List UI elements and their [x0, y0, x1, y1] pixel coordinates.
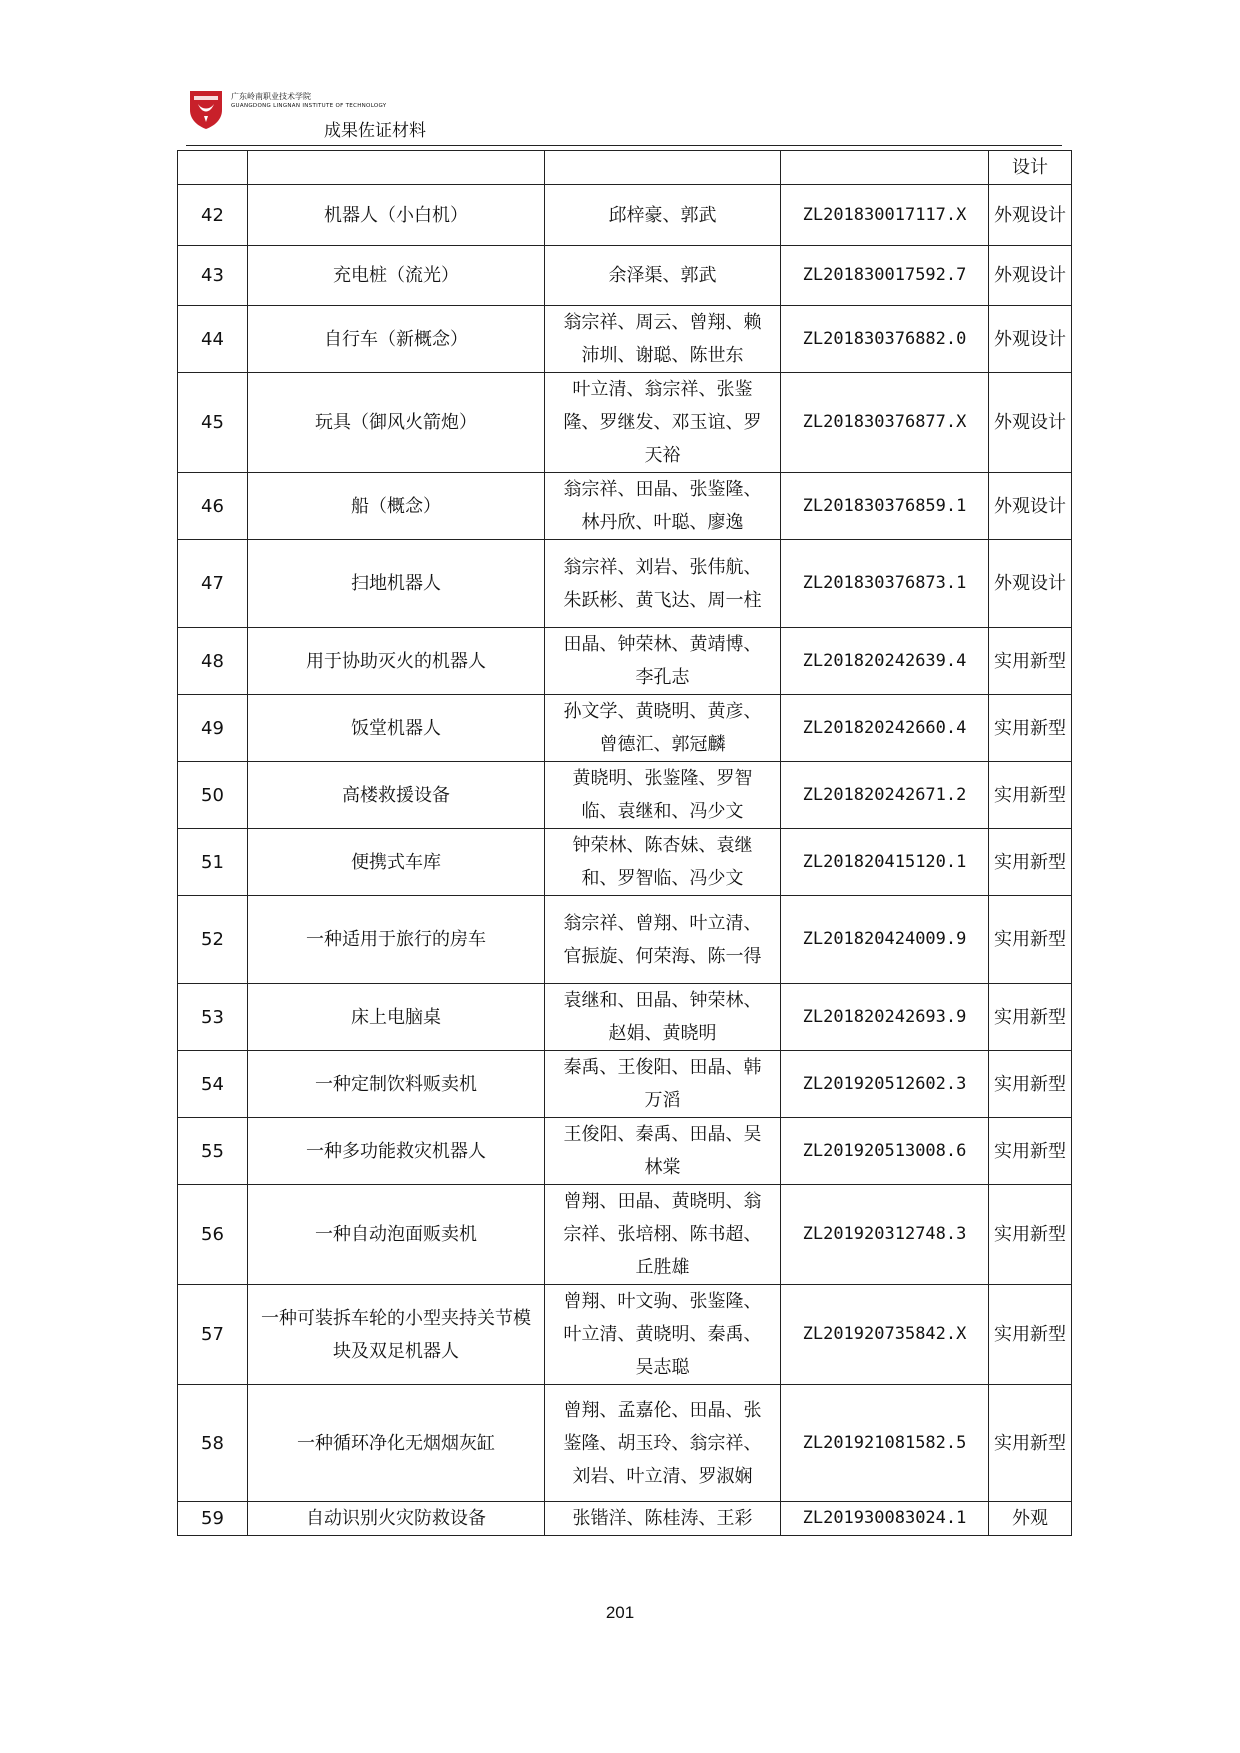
cell-inventors: 翁宗祥、曾翔、叶立清、官振旋、何荣海、陈一得: [545, 896, 781, 984]
cell-patent-number: ZL201830017117.X: [781, 185, 989, 246]
cell-patent-name: 船（概念）: [248, 473, 545, 540]
cell-patent-number: ZL201930083024.1: [781, 1502, 989, 1536]
cell-inventors: 翁宗祥、刘岩、张伟航、朱跃彬、黄飞达、周一柱: [545, 540, 781, 628]
cell-inventors: 黄晓明、张鉴隆、罗智临、袁继和、冯少文: [545, 762, 781, 829]
cell-patent-type: 外观设计: [989, 306, 1072, 373]
cell-inventors: 钟荣林、陈杏妹、袁继和、罗智临、冯少文: [545, 829, 781, 896]
cell-inventors: 余泽渠、郭武: [545, 246, 781, 306]
cell-number: 58: [178, 1385, 248, 1502]
cell-number: 49: [178, 695, 248, 762]
school-logo-icon: [186, 88, 226, 130]
cell-patent-name: 机器人（小白机）: [248, 185, 545, 246]
cell-number: 43: [178, 246, 248, 306]
cell-inventors: 曾翔、孟嘉伦、田晶、张鉴隆、胡玉玲、翁宗祥、刘岩、叶立清、罗淑娴: [545, 1385, 781, 1502]
cell-number: 45: [178, 373, 248, 473]
cell-inventors: 邱梓豪、郭武: [545, 185, 781, 246]
cell-patent-number: ZL201920513008.6: [781, 1118, 989, 1185]
cell-patent-type: 实用新型: [989, 1285, 1072, 1385]
cell-patent-type: 外观设计: [989, 373, 1072, 473]
cell-patent-name: 玩具（御风火箭炮）: [248, 373, 545, 473]
table-row: [178, 695, 1072, 762]
table-row: [178, 1502, 1072, 1536]
cell-number: 56: [178, 1185, 248, 1285]
cell-patent-type: 实用新型: [989, 984, 1072, 1051]
table-row: [178, 185, 1072, 246]
cell-patent-type: 实用新型: [989, 628, 1072, 695]
cell-patent-type: 实用新型: [989, 896, 1072, 984]
cell-patent-name: 一种自动泡面贩卖机: [248, 1185, 545, 1285]
table-row: [178, 540, 1072, 628]
cell-number: [178, 151, 248, 185]
cell-number: 53: [178, 984, 248, 1051]
cell-patent-type: 实用新型: [989, 1385, 1072, 1502]
cell-number: 48: [178, 628, 248, 695]
cell-patent-number: ZL201920735842.X: [781, 1285, 989, 1385]
cell-patent-number: ZL201830017592.7: [781, 246, 989, 306]
table-row: [178, 151, 1072, 185]
cell-inventors: 秦禹、王俊阳、田晶、韩万滔: [545, 1051, 781, 1118]
cell-patent-number: [781, 151, 989, 185]
cell-patent-number: ZL201830376873.1: [781, 540, 989, 628]
school-name-cn: 广东岭南职业技术学院: [231, 92, 311, 101]
cell-inventors: 翁宗祥、周云、曾翔、赖沛圳、谢聪、陈世东: [545, 306, 781, 373]
cell-patent-type: 设计: [989, 151, 1072, 185]
table-row: [178, 473, 1072, 540]
page-number: 201: [605, 1603, 635, 1622]
cell-patent-type: 实用新型: [989, 695, 1072, 762]
cell-patent-number: ZL201921081582.5: [781, 1385, 989, 1502]
cell-number: 44: [178, 306, 248, 373]
cell-patent-number: ZL201820242639.4: [781, 628, 989, 695]
cell-number: 55: [178, 1118, 248, 1185]
cell-patent-type: 实用新型: [989, 1051, 1072, 1118]
table-row: [178, 984, 1072, 1051]
cell-patent-name: 一种适用于旅行的房车: [248, 896, 545, 984]
cell-number: 47: [178, 540, 248, 628]
table-row: [178, 829, 1072, 896]
table-row: [178, 628, 1072, 695]
cell-patent-name: 床上电脑桌: [248, 984, 545, 1051]
cell-patent-name: 自动识别火灾防救设备: [248, 1502, 545, 1536]
cell-number: 54: [178, 1051, 248, 1118]
cell-patent-number: ZL201820242671.2: [781, 762, 989, 829]
cell-patent-name: 一种多功能救灾机器人: [248, 1118, 545, 1185]
cell-inventors: 王俊阳、秦禹、田晶、吴林棠: [545, 1118, 781, 1185]
cell-number: 52: [178, 896, 248, 984]
cell-number: 46: [178, 473, 248, 540]
cell-number: 59: [178, 1502, 248, 1536]
cell-inventors: 袁继和、田晶、钟荣林、赵娟、黄晓明: [545, 984, 781, 1051]
cell-patent-name: 一种循环净化无烟烟灰缸: [248, 1385, 545, 1502]
cell-patent-number: ZL201830376859.1: [781, 473, 989, 540]
cell-patent-type: 外观设计: [989, 473, 1072, 540]
table-row: [178, 1385, 1072, 1502]
cell-patent-name: 便携式车库: [248, 829, 545, 896]
cell-inventors: 张锴洋、陈桂涛、王彩: [545, 1502, 781, 1536]
table-row: [178, 1051, 1072, 1118]
cell-patent-type: 实用新型: [989, 1118, 1072, 1185]
cell-patent-number: ZL201920312748.3: [781, 1185, 989, 1285]
cell-patent-name: 一种可装拆车轮的小型夹持关节模块及双足机器人: [248, 1285, 545, 1385]
header-divider: [186, 145, 1062, 146]
cell-patent-name: 扫地机器人: [248, 540, 545, 628]
table-row: [178, 896, 1072, 984]
cell-patent-number: ZL201830376882.0: [781, 306, 989, 373]
cell-inventors: 叶立清、翁宗祥、张鉴隆、罗继发、邓玉谊、罗天裕: [545, 373, 781, 473]
cell-inventors: 曾翔、叶文驹、张鉴隆、叶立清、黄晓明、秦禹、吴志聪: [545, 1285, 781, 1385]
cell-patent-type: 实用新型: [989, 829, 1072, 896]
table-row: [178, 1185, 1072, 1285]
cell-patent-number: ZL201820415120.1: [781, 829, 989, 896]
cell-patent-number: ZL201820242693.9: [781, 984, 989, 1051]
cell-patent-name: 充电桩（流光）: [248, 246, 545, 306]
cell-inventors: 田晶、钟荣林、黄靖博、李孔志: [545, 628, 781, 695]
cell-patent-type: 外观设计: [989, 246, 1072, 306]
cell-patent-name: 用于协助灭火的机器人: [248, 628, 545, 695]
cell-number: 50: [178, 762, 248, 829]
cell-patent-number: ZL201830376877.X: [781, 373, 989, 473]
patent-table: [177, 150, 1072, 1536]
document-title: 成果佐证材料: [324, 121, 426, 141]
cell-inventors: 曾翔、田晶、黄晓明、翁宗祥、张培栩、陈书超、丘胜雄: [545, 1185, 781, 1285]
patent-table-body: [178, 151, 1072, 1536]
cell-patent-type: 外观设计: [989, 540, 1072, 628]
table-row: [178, 373, 1072, 473]
cell-patent-number: ZL201820242660.4: [781, 695, 989, 762]
cell-patent-type: 实用新型: [989, 762, 1072, 829]
cell-inventors: 孙文学、黄晓明、黄彦、曾德汇、郭冠麟: [545, 695, 781, 762]
table-row: [178, 1118, 1072, 1185]
cell-patent-name: 高楼救援设备: [248, 762, 545, 829]
cell-number: 57: [178, 1285, 248, 1385]
cell-patent-name: 自行车（新概念）: [248, 306, 545, 373]
cell-number: 42: [178, 185, 248, 246]
school-name-en: GUANGDONG LINGNAN INSTITUTE OF TECHNOLOGY: [231, 103, 387, 109]
cell-patent-number: ZL201920512602.3: [781, 1051, 989, 1118]
table-row: [178, 1285, 1072, 1385]
cell-inventors: [545, 151, 781, 185]
table-row: [178, 246, 1072, 306]
page-header: [186, 88, 1062, 146]
cell-patent-type: 外观: [989, 1502, 1072, 1536]
cell-patent-type: 实用新型: [989, 1185, 1072, 1285]
cell-patent-name: [248, 151, 545, 185]
cell-patent-number: ZL201820424009.9: [781, 896, 989, 984]
table-row: [178, 306, 1072, 373]
cell-number: 51: [178, 829, 248, 896]
table-row: [178, 762, 1072, 829]
cell-inventors: 翁宗祥、田晶、张鉴隆、林丹欣、叶聪、廖逸: [545, 473, 781, 540]
cell-patent-name: 一种定制饮料贩卖机: [248, 1051, 545, 1118]
cell-patent-name: 饭堂机器人: [248, 695, 545, 762]
cell-patent-type: 外观设计: [989, 185, 1072, 246]
